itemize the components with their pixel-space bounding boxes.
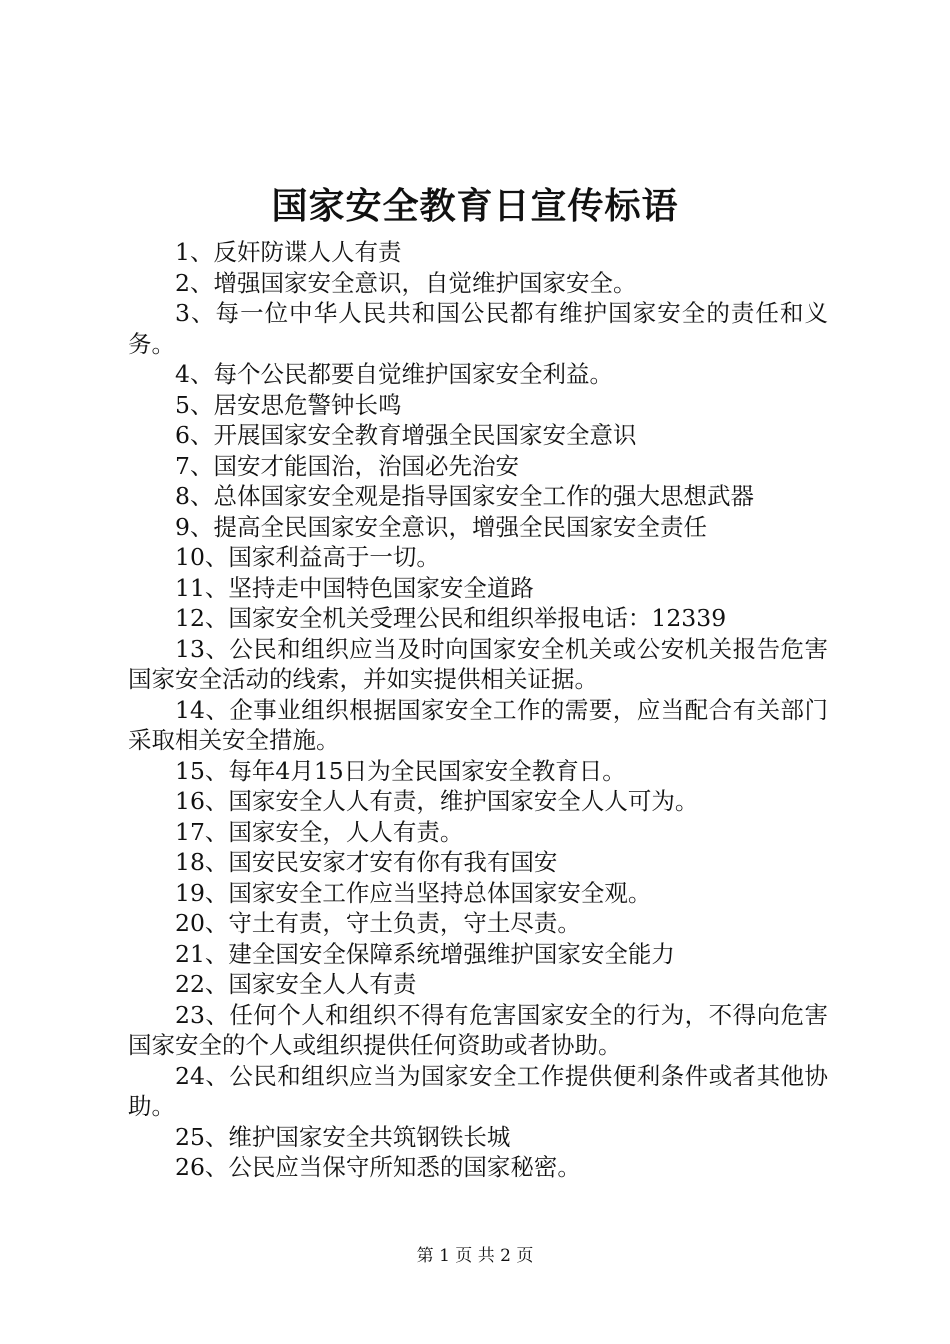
paragraph-8: 8、总体国家安全观是指导国家安全工作的强大思想武器 xyxy=(175,482,754,510)
paragraph-23: 23、任何个人和组织不得有危害国家安全的行为，不得向危害国家安全的个人或组织提供任何资助或者协助。 xyxy=(128,1000,828,1059)
paragraph-5: 5、居安思危警钟长鸣 xyxy=(175,390,402,419)
paragraph-9: 9、提高全民国家安全意识，增强全民国家安全责任 xyxy=(175,512,707,541)
paragraph-20: 20、守土有责，守土负责，守土尽责。 xyxy=(175,909,581,937)
page-number-footer: 第 1 页 共 2 页 xyxy=(416,1246,534,1266)
paragraph-14: 14、企事业组织根据国家安全工作的需要，应当配合有关部门采取相关安全措施。 xyxy=(128,695,828,754)
paragraph-12: 12、国家安全机关受理公民和组织举报电话：12339 xyxy=(175,604,727,632)
paragraph-2: 2、增强国家安全意识，自觉维护国家安全。 xyxy=(175,268,637,297)
paragraph-4: 4、每个公民都要自觉维护国家安全利益。 xyxy=(175,360,613,388)
paragraph-18: 18、国安民安家才安有你有我有国安 xyxy=(175,848,558,876)
paragraph-21: 21、建全国安全保障系统增强维护国家安全能力 xyxy=(175,939,675,968)
paragraph-22: 22、国家安全人人有责 xyxy=(175,970,417,998)
paragraph-13: 13、公民和组织应当及时向国家安全机关或公安机关报告危害国家安全活动的线索，并如实提供相关证据。 xyxy=(128,634,828,693)
paragraph-17: 17、国家安全，人人有责。 xyxy=(175,817,464,846)
paragraph-26: 26、公民应当保守所知悉的国家秘密。 xyxy=(175,1153,581,1181)
paragraph-6: 6、开展国家安全教育增强全民国家安全意识 xyxy=(175,421,637,449)
paragraph-11: 11、坚持走中国特色国家安全道路 xyxy=(175,573,534,602)
paragraph-24: 24、公民和组织应当为国家安全工作提供便利条件或者其他协助。 xyxy=(128,1061,828,1120)
paragraph-25: 25、维护国家安全共筑钢铁长城 xyxy=(175,1122,511,1151)
paragraph-16: 16、国家安全人人有责，维护国家安全人人可为。 xyxy=(175,787,699,815)
paragraph-1: 1、反奸防谍人人有责 xyxy=(175,238,402,266)
paragraph-3: 3、每一位中华人民共和国公民都有维护国家安全的责任和义务。 xyxy=(128,299,828,358)
document-body xyxy=(128,237,828,1183)
paragraph-15: 15、每年4月15日为全民国家安全教育日。 xyxy=(175,756,626,785)
page-title: 国家安全教育日宣传标语 xyxy=(271,185,679,227)
paragraph-10: 10、国家利益高于一切。 xyxy=(175,543,440,571)
paragraph-19: 19、国家安全工作应当坚持总体国家安全观。 xyxy=(175,878,652,907)
paragraph-7: 7、国安才能国治，治国必先治安 xyxy=(175,451,519,480)
